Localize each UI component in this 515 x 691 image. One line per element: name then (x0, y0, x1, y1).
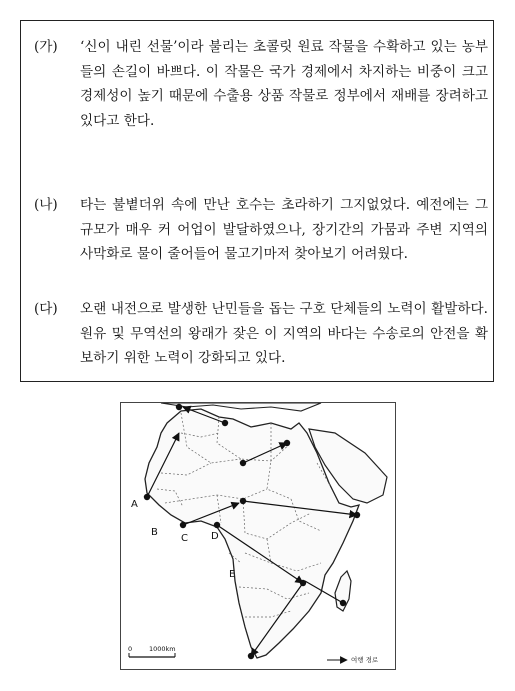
passage-ga-marker: (가) (34, 39, 58, 55)
map-legend (327, 655, 379, 664)
passage-da-marker: (다) (34, 301, 58, 317)
route-label-d: D (211, 531, 219, 542)
passage-ga (34, 35, 488, 133)
passage-na (34, 193, 488, 267)
passage-box (20, 20, 494, 382)
passage-na-text: 타는 불볕더위 속에 만난 호수는 초라하기 그지없었다. 예전에는 그 규모가 매우 커 어업이 발달하였으나, 장기간의 가뭄과 주변 지역의 사막화로 물이 줄어들어 물고기마저 찾아보기 어려웠다. (80, 197, 488, 263)
route-label-b: B (151, 527, 158, 538)
passage-na-marker: (나) (34, 197, 58, 213)
passage-da-text: 오랜 내전으로 발생한 난민들을 돕는 구호 단체들의 노력이 활발하다. 원유 및 무역선의 왕래가 잦은 이 지역의 바다는 수송로의 안전을 확보하기 위한 노력이 강화되고 있다. (80, 301, 488, 367)
route-label-e: E (229, 569, 236, 580)
passage-ga-text: ‘신이 내린 선물’이라 불리는 초콜릿 원료 작물을 수확하고 있는 농부들의 손길이 바쁘다. 이 작물은 국가 경제에서 차지하는 비중이 크고 경제성이 높기 때문에 수출용 상품 작물로 정부에서 재배를 장려하고 있다고 한다. (80, 39, 488, 129)
scale-text: 1000km (149, 645, 176, 653)
legend-text: 여행 경로 (351, 656, 379, 664)
map-drawing (121, 403, 396, 670)
scale-bar (128, 645, 176, 657)
route-label-a: A (131, 499, 138, 510)
route-label-c: C (181, 533, 188, 544)
europe-outline (161, 403, 321, 411)
africa-route-map (120, 402, 396, 670)
scale-zero: 0 (128, 645, 133, 653)
passage-da (34, 297, 488, 371)
